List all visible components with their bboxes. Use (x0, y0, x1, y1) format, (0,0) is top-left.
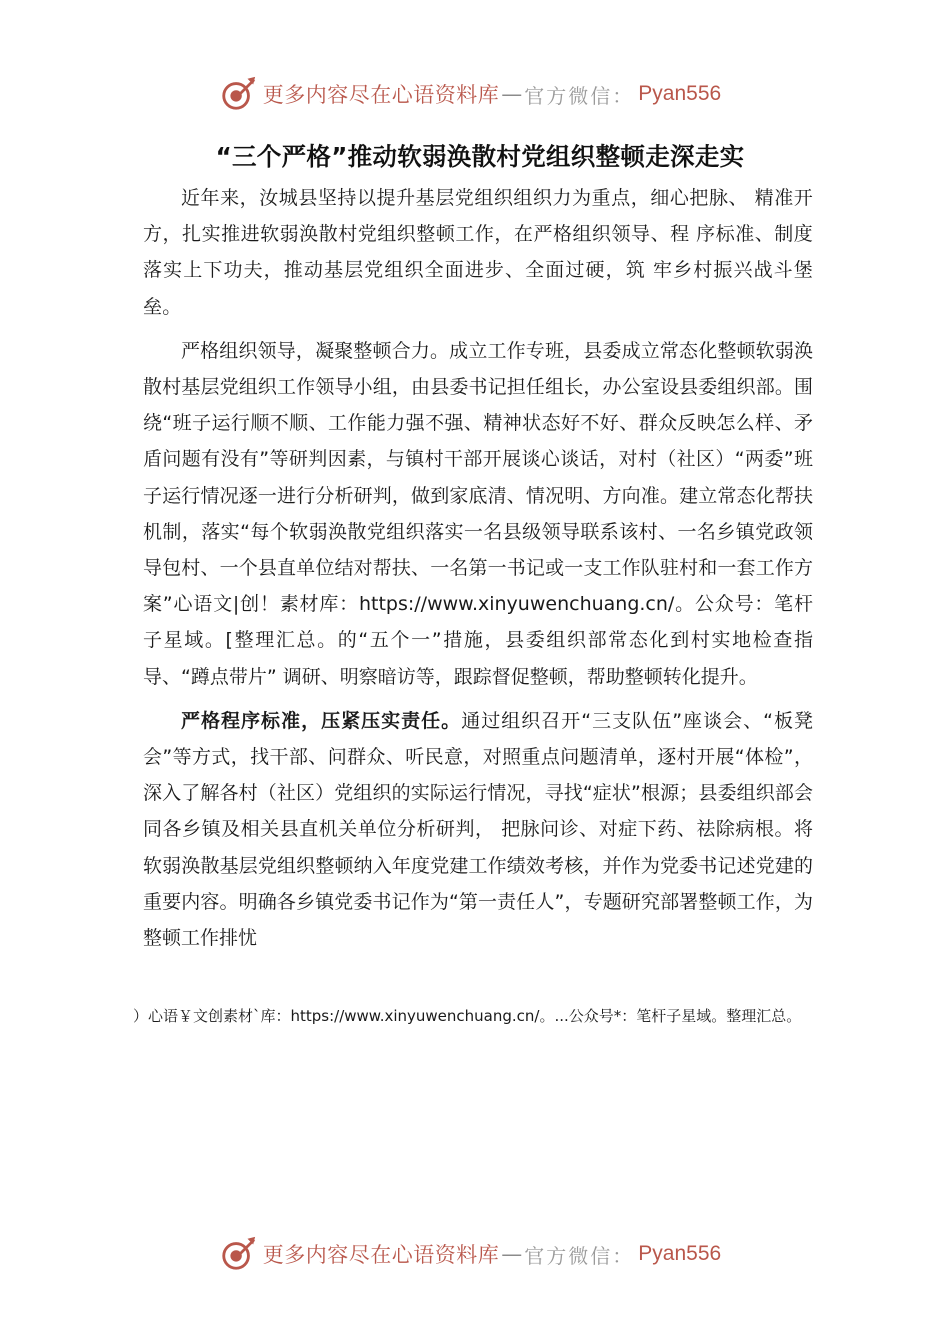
paragraph-procedure-rest: 通过组织召开“三支队伍”座谈会、“板凳会”等方式，找干部、问群众、听民意，对照重点问题清单，逐村开展“体检”，深入了解各村（社区）党组织的实际运行情况，寻找“症状”根源；县委组织部会同各乡镇及相关县直机关单位分析研判， 把脉问诊、对症下药、祛除病根。将软弱涣散基层党组织整顿纳入年度党建工作绩效考核，并作为党委书记述党建的重要内容。明确各乡镇党委书记作为“第一责任人”，专题研究部署整顿工作，为整顿工作排忧 (143, 709, 813, 950)
banner-main-text: 更多内容尽在心语资料库 (262, 83, 500, 107)
banner-wechat-id: Pyan556 (638, 1242, 722, 1265)
banner-sub-text: 官方微信： (524, 83, 635, 108)
document-body (143, 180, 813, 964)
footer-banner (0, 1232, 950, 1276)
quill-logo-icon (219, 75, 257, 113)
banner-wechat-id: Pyan556 (638, 82, 722, 105)
document-title: “三个严格”推动软弱涣散村党组织整顿走深走实 (215, 142, 745, 171)
paragraph-intro: 近年来，汝城县坚持以提升基层党组织组织力为重点，细心把脉、 精准开方，扎实推进软弱涣散村党组织整顿工作，在严格组织领导、程 序标准、制度落实上下功夫，推动基层党组织全面进步、全面过硬，筑 牢乡村振兴战斗堡垒。 (143, 187, 813, 318)
banner-dash: — (501, 82, 523, 106)
banner-dash: — (501, 1242, 523, 1266)
paragraph-procedure-lead: 严格程序标准，压紧压实责任。 (181, 709, 462, 732)
quill-logo-icon (219, 1235, 257, 1273)
footnote: ）心语￥文创素材`库：https://www.xinyuwenchuang.cn/。...公众号*：笔杆子星域。整理汇总。 (133, 1007, 802, 1025)
paragraph-procedure (143, 703, 813, 956)
banner-main-text: 更多内容尽在心语资料库 (262, 1243, 500, 1267)
paragraph-organization: 严格组织领导，凝聚整顿合力。成立工作专班，县委成立常态化整顿软弱涣散村基层党组织工作领导小组，由县委书记担任组长，办公室设县委组织部。围绕“班子运行顺不顺、工作能力强不强、精神状态好不好、群众反映怎么样、矛盾问题有没有”等研判因素，与镇村干部开展谈心谈话，对村（社区）“两委”班子运行情况逐一进行分析研判，做到家底清、情况明、方向准。建立常态化帮扶机制，落实“每个软弱涣散党组织落实一名县级领导联系该村、一名乡镇党政领导包村、一个县直单位结对帮扶、一名第一书记或一支工作队驻村和一套工作方案”心语文|创！素材库：https://www.xinyuwenchuang.cn/。公众号：笔杆子星域。[整理汇总。的“五个一”措施，县委组织部常态化到村实地检查指导、“蹲点带片” 调研、明察暗访等，跟踪督促整顿，帮助整顿转化提升。 (143, 339, 813, 688)
header-banner (0, 72, 950, 116)
banner-sub-text: 官方微信： (524, 1243, 635, 1268)
